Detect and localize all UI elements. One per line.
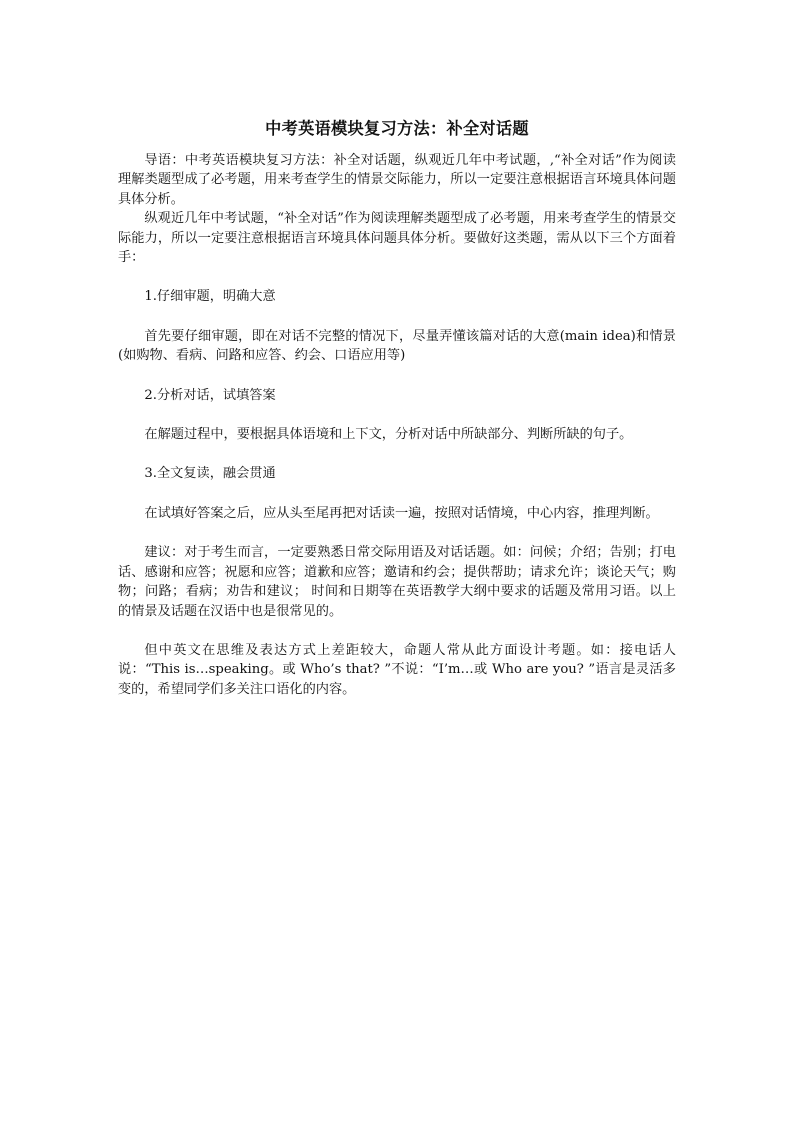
section-body-1: 首先要仔细审题，即在对话不完整的情况下，尽量弄懂该篇对话的大意(main idea)和情景(如购物、看病、问路和应答、约会、口语应用等) <box>118 328 676 364</box>
closing-paragraph: 但中英文在思维及表达方式上差距较大，命题人常从此方面设计考题。如：接电话人说：“This is…speaking。或 Who’s that? ”不说：“I’m…或 Who are you? ”语言是灵活多变的，希望同学们多关注口语化的内容。 <box>118 642 676 697</box>
section-heading-1: 1.仔细审题，明确大意 <box>144 289 276 305</box>
section-heading-2: 2.分析对话，试填答案 <box>144 387 276 403</box>
document-page <box>118 118 676 699</box>
suggestion-paragraph: 建议：对于考生而言，一定要熟悉日常交际用语及对话话题。如：问候；介绍；告别；打电话、感谢和应答；祝愿和应答；道歉和应答；邀请和约会；提供帮助；请求允许；谈论天气；购物；问路；看病；劝告和建议； 时间和日期等在英语教学大纲中要求的话题及常用习语。以上的情景及话题在汉语中也是很常见的。 <box>118 545 676 619</box>
section-body-2: 在解题过程中，要根据具体语境和上下文，分析对话中所缺部分、判断所缺的句子。 <box>144 427 633 443</box>
section-body-3: 在试填好答案之后，应从头至尾再把对话读一遍，按照对话情境，中心内容，推理判断。 <box>144 505 659 521</box>
section-heading-3: 3.全文复读，融会贯通 <box>144 466 276 482</box>
intro-paragraph: 导语：中考英语模块复习方法：补全对话题，纵观近几年中考试题，,“补全对话”作为阅读理解类题型成了必考题，用来考查学生的情景交际能力，所以一定要注意根据语言环境具体问题具体分析。 <box>118 153 676 207</box>
overview-paragraph: 纵观近几年中考试题，“补全对话”作为阅读理解类题型成了必考题，用来考查学生的情景交际能力，所以一定要注意根据语言环境具体问题具体分析。要做好这类题，需从以下三个方面着手： <box>118 211 676 266</box>
document-title: 中考英语模块复习方法：补全对话题 <box>265 119 529 138</box>
